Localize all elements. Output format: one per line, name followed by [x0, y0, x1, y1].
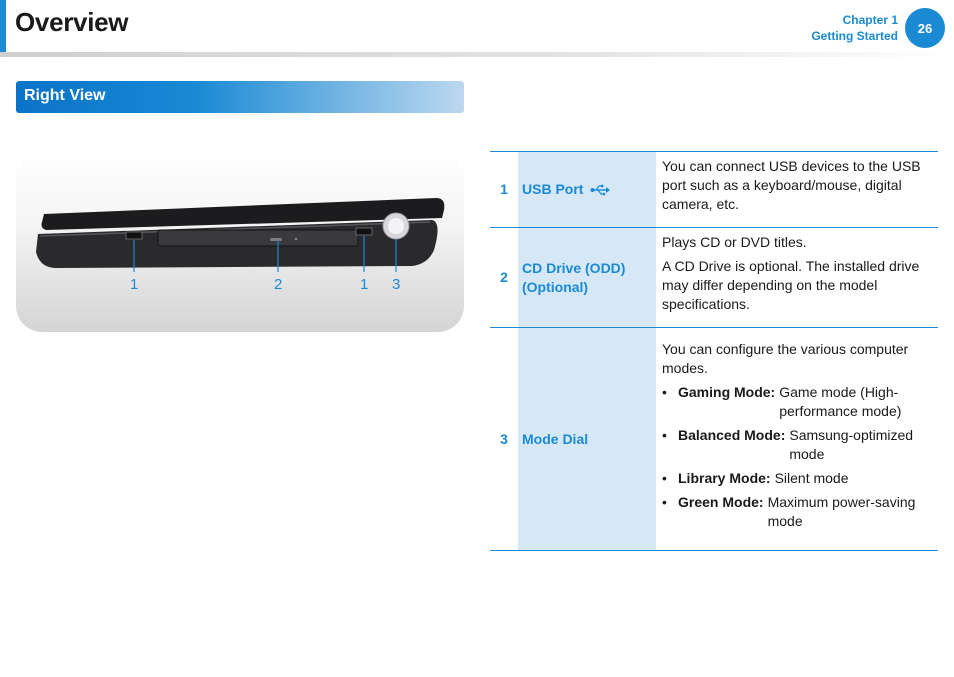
usb-port-right [356, 228, 372, 235]
table-row [490, 228, 938, 328]
cd-eject-button [270, 238, 282, 241]
section-title: Right View [24, 87, 106, 104]
mode-text: Maximum power-saving mode [767, 493, 916, 529]
description-text: You can connect USB devices to the USB port such as a keyboard/mouse, digital camera, etc. [662, 158, 921, 212]
mode-text: Silent mode [774, 469, 849, 486]
row-number: 3 [490, 328, 518, 551]
cd-drive-tray [158, 230, 358, 246]
table-row [490, 328, 938, 551]
mode-label: • Green Mode: [678, 493, 764, 510]
description-text: Plays CD or DVD titles. [662, 234, 807, 250]
list-item [662, 469, 932, 488]
callout-label: 3 [392, 276, 401, 293]
callout-label: 1 [360, 276, 369, 293]
component-description [656, 228, 938, 328]
component-name: Mode Dial [518, 328, 656, 551]
component-description [656, 328, 938, 551]
mode-label: • Gaming Mode: [678, 383, 776, 400]
header-divider [0, 52, 954, 57]
mode-list [662, 383, 932, 531]
laptop-right-view-figure [16, 152, 464, 332]
mode-dial-center [388, 218, 404, 234]
component-name: CD Drive (ODD) (Optional) [518, 228, 656, 328]
table-row [490, 152, 938, 228]
mode-text: Samsung-optimized mode [789, 426, 914, 462]
laptop-side-illustration [16, 152, 464, 332]
page-number-badge: 26 [905, 8, 945, 48]
header-accent-bar [0, 0, 6, 52]
chapter-name: Getting Started [811, 29, 898, 43]
usb-port-left [126, 232, 142, 239]
mode-text: Game mode (High-performance mode) [779, 383, 902, 419]
row-number: 2 [490, 228, 518, 328]
chapter-label [811, 12, 898, 44]
mode-label: • Balanced Mode: [678, 426, 786, 443]
callout-label: 1 [130, 276, 139, 293]
usb-icon [590, 184, 610, 196]
list-item [662, 383, 932, 421]
callout-label: 2 [274, 276, 283, 293]
mode-label: • Library Mode: [678, 469, 771, 486]
chapter-number: Chapter 1 [842, 13, 898, 27]
component-description [656, 152, 938, 228]
list-item [662, 493, 932, 531]
list-item [662, 426, 932, 464]
row-number: 1 [490, 152, 518, 228]
cd-indicator-light [295, 238, 297, 240]
component-name [518, 152, 656, 228]
component-name-text: USB Port [522, 181, 584, 197]
page-title: Overview [15, 7, 129, 37]
component-table [490, 151, 938, 551]
section-header [16, 81, 464, 113]
description-text: A CD Drive is optional. The installed drive may differ depending on the model specifications. [662, 258, 920, 312]
description-text: You can configure the various computer modes. [662, 340, 909, 376]
